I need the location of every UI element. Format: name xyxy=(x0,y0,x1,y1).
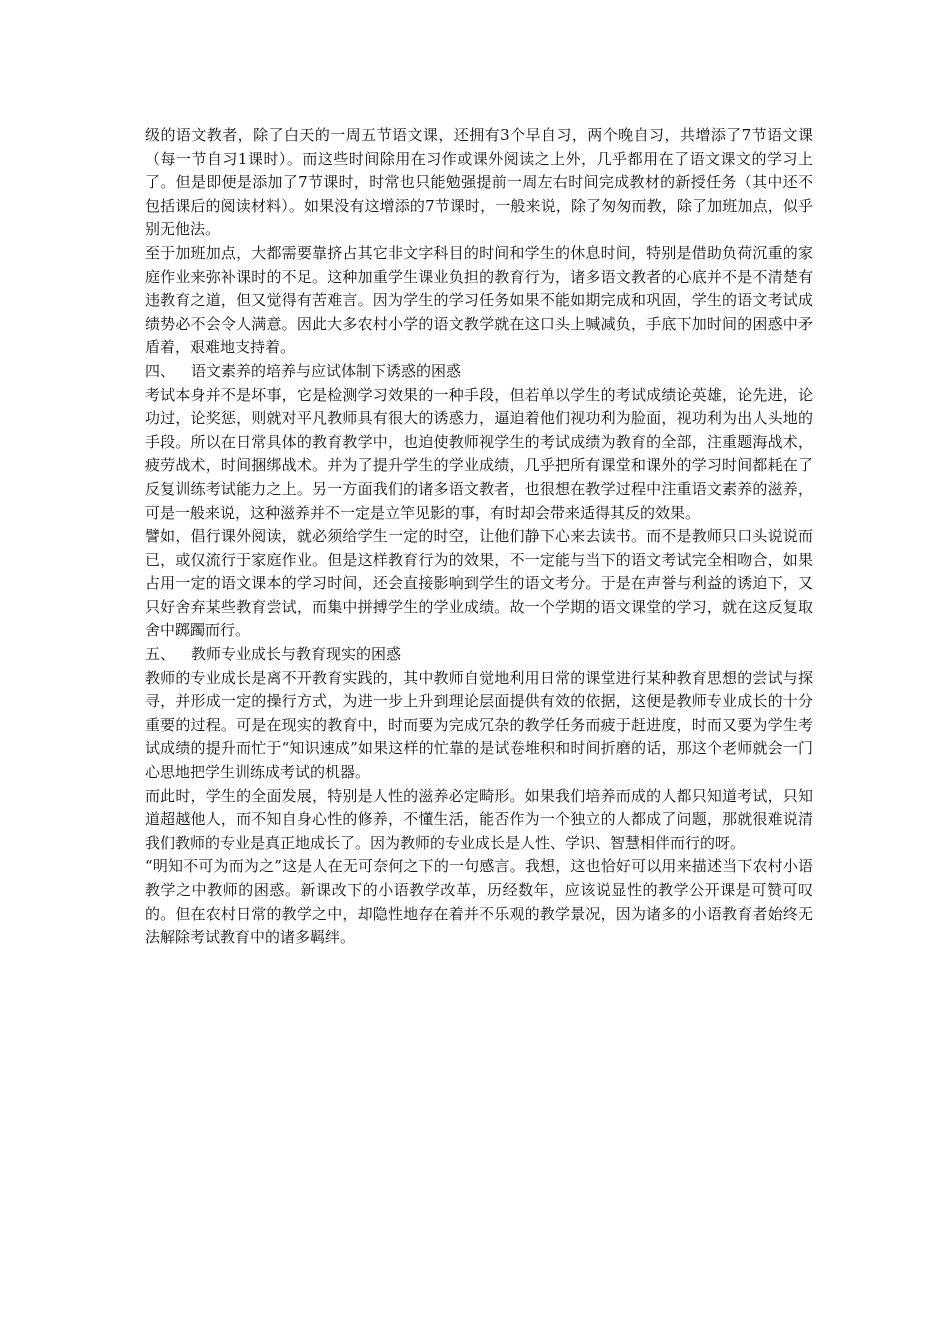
section-title: 语文素养的培养与应试体制下诱惑的困惑 xyxy=(191,361,462,380)
section-title: 教师专业成长与教育现实的困惑 xyxy=(191,645,402,664)
section-heading xyxy=(145,360,813,384)
paragraph: 教师的专业成长是离不开教育实践的，其中教师自觉地利用日常的课堂进行某种教育思想的尝试与探寻，并形成一定的操行方式，为进一步上升到理论层面提供有效的依据，这便是教师专业成长的十分重要的过程。可是在现实的教育中，时而要为完成冗杂的教学任务而疲于赶进度，时而又要为学生考试成绩的提升而忙于“知识速成”如果这样的忙靠的是试卷堆积和时间折磨的话，那这个老师就会一门心思地把学生训练成考试的机器。 xyxy=(145,668,813,782)
section-heading xyxy=(145,643,813,667)
paragraph: 级的语文教者，除了白天的一周五节语文课，还拥有3个早自习，两个晚自习，共增添了7节语文课（每一节自习1课时）。而这些时间除用在习作或课外阅读之上外，几乎都用在了语文课文的学习上了。但是即便是添加了7节课时，时常也只能勉强提前一周左右时间完成教材的新授任务（其中还不包括课后的阅读材料）。如果没有这增添的7节课时，一般来说，除了匆匆而教，除了加班加点，似乎别无他法。 xyxy=(145,126,813,239)
paragraph: “明知不可为而为之”这是人在无可奈何之下的一句感言。我想，这也恰好可以用来描述当下农村小语教学之中教师的困惑。新课改下的小语教学改革，历经数年，应该说显性的教学公开课是可赞可叹的。但在农村日常的教学之中，却隐性地存在着并不乐观的教学景况，因为诸多的小语教育者始终无法解除考试教育中的诸多羁绊。 xyxy=(145,857,813,947)
section-number: 四、 xyxy=(145,361,176,380)
section-number: 五、 xyxy=(145,645,176,664)
paragraph: 譬如，倡行课外阅读，就必须给学生一定的时空，让他们静下心来去读书。而不是教师只口头说说而已，或仅流行于家庭作业。但是这样教育行为的效果，不一定能与当下的语文考试完全相吻合，如果占用一定的语文课本的学习时间，还会直接影响到学生的语文考分。于是在声誉与利益的诱迫下，又只好舍弃某些教育尝试，而集中拼搏学生的学业成绩。故一个学期的语文课堂的学习，就在这反复取舍中踯躅而行。 xyxy=(145,527,813,640)
paragraph: 而此时，学生的全面发展，特别是人性的滋养必定畸形。如果我们培养而成的人都只知道考试，只知道超越他人，而不知自身心性的修养，不懂生活，能否作为一个独立的人都成了问题，那就很难说清我们教师的专业是真正地成长了。因为教师的专业成长是人性、学识、智慧相伴而行的呀。 xyxy=(145,786,813,852)
paragraph: 考试本身并不是坏事，它是检测学习效果的一种手段，但若单以学生的考试成绩论英雄，论先进，论功过，论奖惩，则就对平凡教师具有很大的诱惑力，逼迫着他们视功利为脸面，视功利为出人头地的手段。所以在日常具体的教育教学中，也迫使教师视学生的考试成绩为教育的全部，注重题海战术，疲劳战术，时间捆绑战术。并为了提升学生的学业成绩，几乎把所有课堂和课外的学习时间都耗在了反复训练考试能力之上。另一方面我们的诸多语文教者，也很想在教学过程中注重语文素养的滋养，可是一般来说，这种滋养并不一定是立竿见影的事，有时却会带来适得其反的效果。 xyxy=(145,385,813,522)
document-body xyxy=(145,124,813,950)
paragraph: 至于加班加点，大都需要靠挤占其它非文字科目的时间和学生的休息时间，特别是借助负荷沉重的家庭作业来弥补课时的不足。这种加重学生课业负担的教育行为，诸多语文教者的心底并不是不清楚有违教育之道，但又觉得有苦难言。因为学生的学习任务如果不能如期完成和巩固，学生的语文考试成绩势必不会令人满意。因此大多农村小学的语文教学就在这口头上喊减负，手底下加时间的困惑中矛盾着，艰难地支持着。 xyxy=(145,243,813,357)
